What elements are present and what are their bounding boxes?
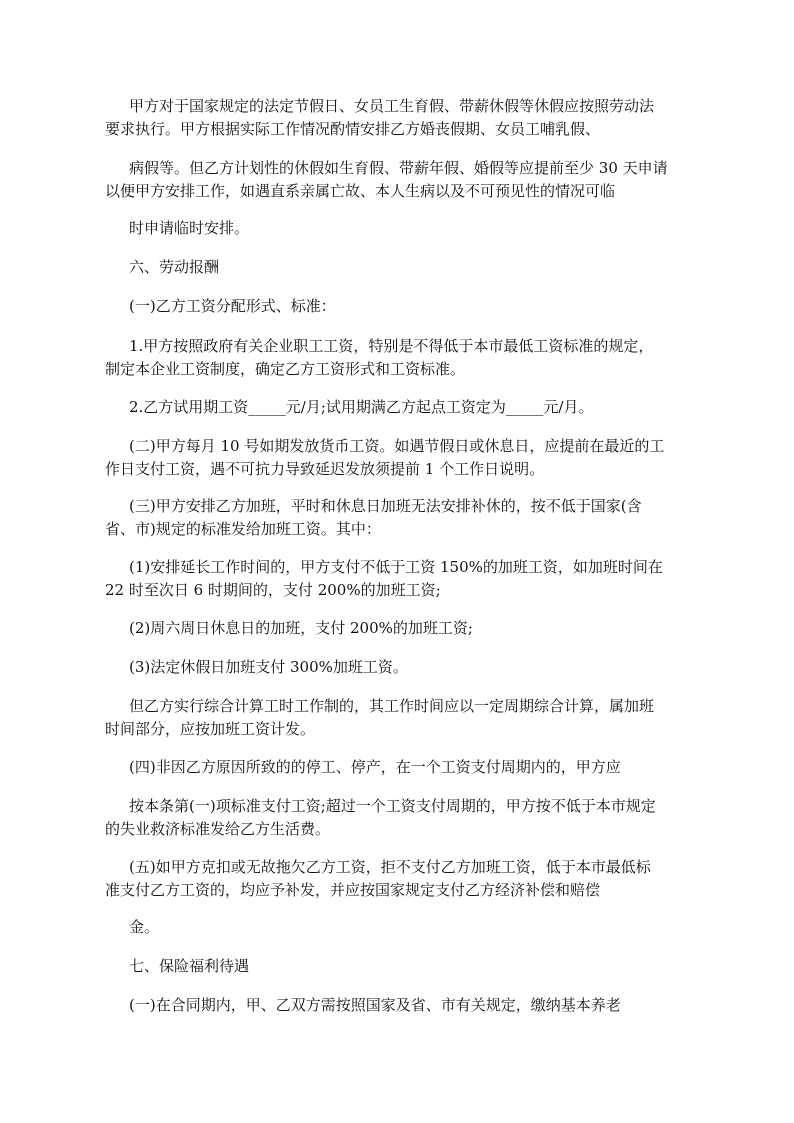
paragraph-wage-arrears xyxy=(105,856,695,902)
heading-text: 七、保险福利待遇 xyxy=(129,957,250,975)
paragraph-wage-distribution xyxy=(105,295,695,318)
paragraph-holiday-policy xyxy=(105,95,695,141)
paragraph-work-stoppage xyxy=(105,756,695,779)
text-line: 但乙方实行综合计算工时工作制的，其工作时间应以一定周期综合计算，属加班 xyxy=(129,697,655,715)
text-line: 的失业救济标准发给乙方生活费。 xyxy=(105,820,331,838)
text-line: (一)乙方工资分配形式、标准： xyxy=(129,297,336,315)
text-line: 以便甲方安排工作，如遇直系亲属亡故、本人生病以及不可预见性的情况可临 xyxy=(105,182,616,200)
text-line: 1.甲方按照政府有关企业职工工资，特别是不得低于本市最低工资标准的规定， xyxy=(129,337,654,355)
text-line: 病假等。但乙方计划性的休假如生育假、带薪年假、婚假等应提前至少 30 天申请 xyxy=(129,159,668,177)
paragraph-overtime-extended xyxy=(105,556,695,602)
text-line: 作日支付工资，遇不可抗力导致延迟发放须提前 1 个工作日说明。 xyxy=(105,460,545,478)
paragraph-leave-application xyxy=(105,157,695,203)
text-line: 省、市)规定的标准发给加班工资。其中： xyxy=(105,520,381,538)
paragraph-temporary-arrangement xyxy=(105,217,695,240)
text-line: 甲方对于国家规定的法定节假日、女员工生育假、带薪休假等休假应按照劳动法 xyxy=(129,97,655,115)
text-line: (一)在合同期内，甲、乙双方需按照国家及省、市有关规定，缴纳基本养老 xyxy=(129,996,621,1014)
text-line: (1)安排延长工作时间的，甲方支付不低于工资 150%的加班工资，如加班时间在 xyxy=(129,558,663,576)
paragraph-probation-wage xyxy=(105,396,695,419)
text-line: (三)甲方安排乙方加班，平时和休息日加班无法安排补休的，按不低于国家(含 xyxy=(129,497,642,515)
paragraph-living-allowance xyxy=(105,795,695,841)
paragraph-wage-system xyxy=(105,335,695,381)
section-heading-labor-remuneration xyxy=(105,256,695,279)
text-line: 2.乙方试用期工资_____元/月;试用期满乙方起点工资定为_____元/月。 xyxy=(129,398,594,416)
text-line: (3)法定休假日加班支付 300%加班工资。 xyxy=(129,658,408,676)
paragraph-payday xyxy=(105,435,695,481)
paragraph-compensation-end xyxy=(105,916,695,939)
text-line: 制定本企业工资制度，确定乙方工资形式和工资标准。 xyxy=(105,360,466,378)
text-line: 时申请临时安排。 xyxy=(129,219,250,237)
text-line: 要求执行。甲方根据实际工作情况酌情安排乙方婚丧假期、女员工哺乳假、 xyxy=(105,120,601,138)
section-heading-insurance-benefits xyxy=(105,955,695,978)
heading-text: 六、劳动报酬 xyxy=(129,258,220,276)
paragraph-overtime xyxy=(105,495,695,541)
paragraph-overtime-holiday xyxy=(105,656,695,679)
text-line: 时间部分，应按加班工资计发。 xyxy=(105,720,316,738)
text-line: (五)如甲方克扣或无故拖欠乙方工资，拒不支付乙方加班工资，低于本市最低标 xyxy=(129,858,651,876)
text-line: (二)甲方每月 10 号如期发放货币工资。如遇节假日或休息日，应提前在最近的工 xyxy=(129,437,665,455)
text-line: (四)非因乙方原因所致的的停工、停产，在一个工资支付周期内的，甲方应 xyxy=(129,758,621,776)
text-line: 金。 xyxy=(129,918,160,936)
text-line: 准支付乙方工资的，均应予补发，并应按国家规定支付乙方经济补偿和赔偿 xyxy=(105,881,601,899)
paragraph-overtime-weekend xyxy=(105,617,695,640)
text-line: 按本条第(一)项标准支付工资;超过一个工资支付周期的，甲方按不低于本市规定 xyxy=(129,797,656,815)
paragraph-comprehensive-hours xyxy=(105,695,695,741)
paragraph-social-insurance xyxy=(105,994,695,1017)
text-line: 22 时至次日 6 时期间的，支付 200%的加班工资; xyxy=(105,581,441,599)
text-line: (2)周六周日休息日的加班，支付 200%的加班工资; xyxy=(129,619,473,637)
